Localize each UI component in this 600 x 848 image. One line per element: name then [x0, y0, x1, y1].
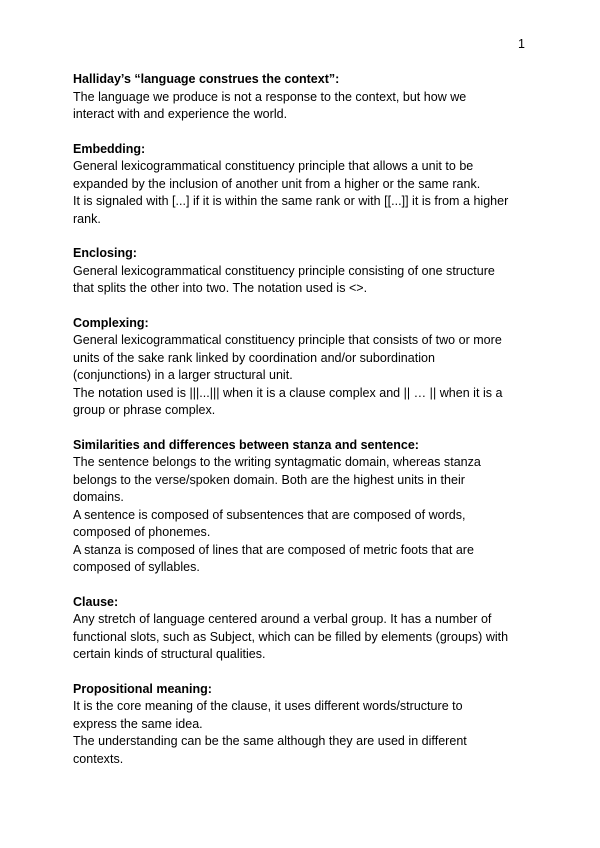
- section-heading: Embedding:: [73, 141, 146, 156]
- paragraph-line: domains.: [73, 490, 124, 504]
- paragraph-line: certain kinds of structural qualities.: [73, 647, 266, 661]
- paragraph-line: It is signaled with [...] if it is within the same rank or with [[...]] it is from a higher: [73, 194, 509, 208]
- paragraph-line: interact with and experience the world.: [73, 107, 288, 121]
- paragraph-line: rank.: [73, 211, 101, 226]
- paragraph-line: General lexicogrammatical constituency principle that allows a unit to be: [73, 159, 474, 173]
- section-complexing: [73, 315, 543, 420]
- section-stanza-sentence: [73, 437, 543, 577]
- paragraph-line: (conjunctions) in a larger structural unit.: [73, 368, 293, 382]
- paragraph-line: express the same idea.: [73, 716, 203, 731]
- section-halliday: [73, 71, 543, 124]
- section-heading: Similarities and differences between stanza and sentence:: [73, 437, 419, 452]
- paragraph-line: It is the core meaning of the clause, it uses different words/structure to: [73, 699, 463, 713]
- paragraph-line: functional slots, such as Subject, which can be filled by elements (groups) with: [73, 629, 509, 644]
- section-propositional-meaning: [73, 681, 543, 769]
- paragraph-line: The understanding can be the same although they are used in different: [73, 734, 467, 748]
- paragraph-line: expanded by the inclusion of another unit from a higher or the same rank.: [73, 176, 481, 191]
- section-heading: Complexing:: [73, 315, 149, 330]
- paragraph-line: composed of phonemes.: [73, 525, 211, 539]
- section-embedding: [73, 141, 543, 229]
- section-heading: Propositional meaning:: [73, 681, 212, 696]
- section-heading: Enclosing:: [73, 246, 137, 260]
- paragraph-line: composed of syllables.: [73, 560, 200, 574]
- paragraph-line: General lexicogrammatical constituency principle that consists of two or more: [73, 333, 502, 347]
- paragraph-line: units of the sake rank linked by coordination and/or subordination: [73, 350, 435, 365]
- section-enclosing: [73, 245, 543, 298]
- paragraph-line: General lexicogrammatical constituency principle consisting of one structure: [73, 263, 495, 278]
- section-heading: Halliday’s “language construes the context”:: [73, 72, 340, 86]
- paragraph-line: The language we produce is not a response to the context, but how we: [73, 89, 467, 104]
- paragraph-line: The sentence belongs to the writing syntagmatic domain, whereas stanza: [73, 455, 481, 469]
- paragraph-line: A stanza is composed of lines that are composed of metric foots that are: [73, 542, 474, 557]
- document-body: [73, 71, 543, 785]
- paragraph-line: A sentence is composed of subsentences that are composed of words,: [73, 507, 466, 522]
- paragraph-line: that splits the other into two. The notation used is <>.: [73, 281, 368, 295]
- paragraph-line: Any stretch of language centered around a verbal group. It has a number of: [73, 612, 492, 626]
- paragraph-line: contexts.: [73, 751, 124, 766]
- section-heading: Clause:: [73, 594, 119, 609]
- section-clause: [73, 594, 543, 664]
- paragraph-line: group or phrase complex.: [73, 403, 216, 417]
- paragraph-line: The notation used is |||...||| when it is a clause complex and || … || when it is a: [73, 385, 503, 400]
- page-number: 1: [518, 37, 525, 51]
- paragraph-line: belongs to the verse/spoken domain. Both are the highest units in their: [73, 472, 465, 487]
